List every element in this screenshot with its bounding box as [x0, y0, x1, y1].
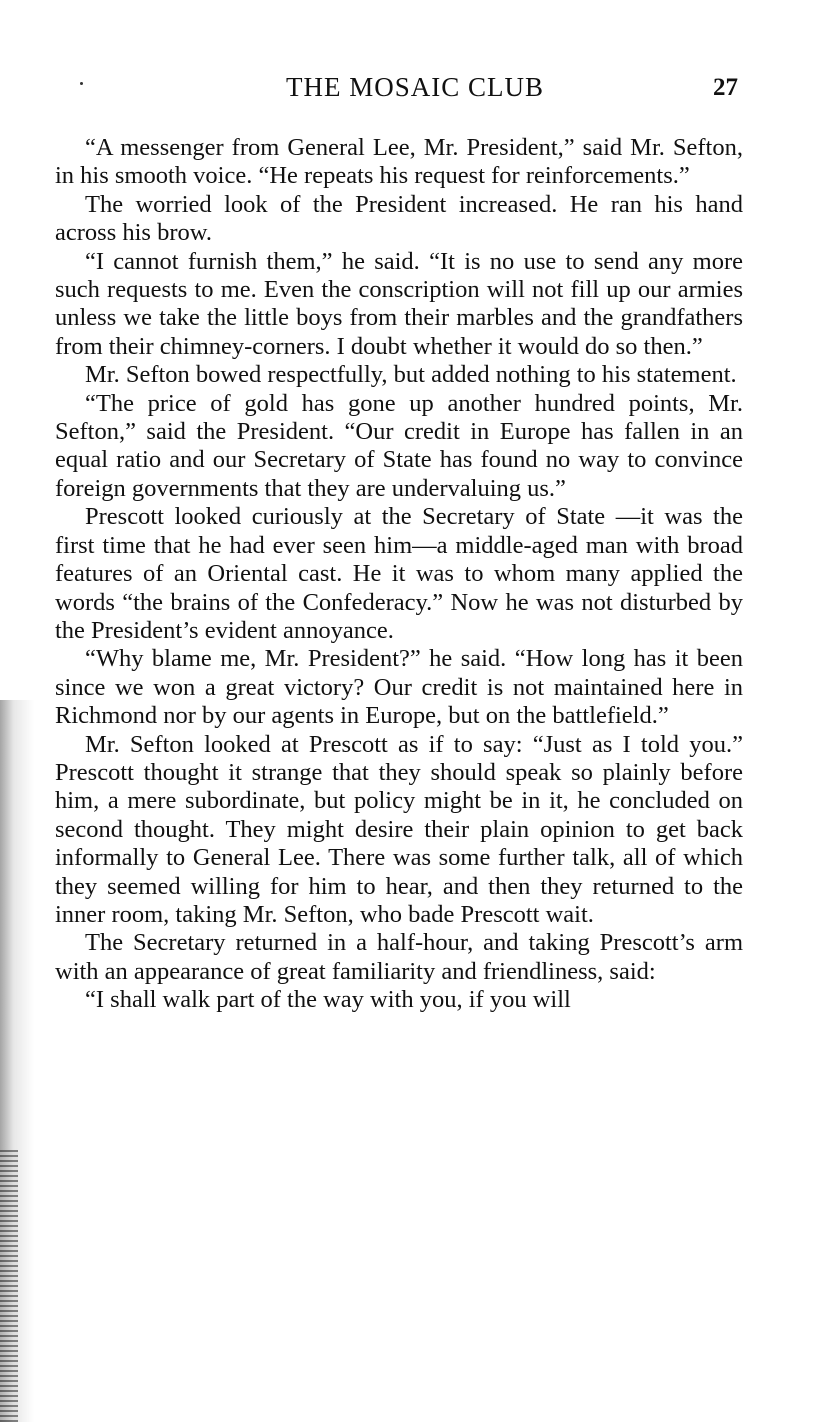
paragraph: Mr. Sefton looked at Prescott as if to say: “Just as I told you.” Prescott thought it strange that they should speak so plainly before him, a mere subordinate, but policy might be in it, he concluded on second thought. They might desire their plain opinion to get back informally to General Lee. There was some further talk, all of which they seemed willing for him to hear, and then they returned to the inner room, taking Mr. Sefton, who bade Prescott wait. — [55, 730, 743, 928]
paragraph: “Why blame me, Mr. President?” he said. “How long has it been since we won a great victory? Our credit is not maintained here in Richmond nor by our agents in Europe, but on the battlefield.” — [55, 645, 743, 730]
paragraph: The Secretary returned in a half-hour, and taking Prescott’s arm with an appearance of great familiarity and friendliness, said: — [55, 929, 743, 985]
paragraph: “The price of gold has gone up another hundred points, Mr. Sefton,” said the President. “Our credit in Europe has fallen in an equal ratio and our Secretary of State has found no way to convince foreign governments that they are undervaluing us.” — [55, 389, 743, 502]
page-body — [55, 134, 743, 1015]
paragraph: “I shall walk part of the way with you, if you will — [85, 986, 571, 1014]
running-title: THE MOSAIC CLUB — [285, 72, 544, 102]
paragraph: “I cannot furnish them,” he said. “It is no use to send any more such requests to me. Even the conscription will not fill up our armies unless we take the little boys from their marbles and the grandfathers from their chimney-corners. I doubt whether it would do so then.” — [55, 247, 743, 360]
page-header — [0, 70, 830, 106]
paragraph: Prescott looked curiously at the Secretary of State —it was the first time that he had ever seen him—a middle-aged man with broad features of an Oriental cast. He it was to whom many applied the words “the brains of the Confederacy.” Now he was not disturbed by the President’s evident annoyance. — [55, 503, 743, 644]
page-number: 27 — [713, 74, 738, 101]
binding-edge — [0, 1150, 18, 1422]
paragraph: Mr. Sefton bowed respectfully, but added nothing to his statement. — [85, 361, 737, 389]
paragraph: “A messenger from General Lee, Mr. President,” said Mr. Sefton, in his smooth voice. “He repeats his request for reinforcements.” — [55, 134, 743, 190]
paragraph: The worried look of the President increased. He ran his hand across his brow. — [55, 190, 743, 247]
